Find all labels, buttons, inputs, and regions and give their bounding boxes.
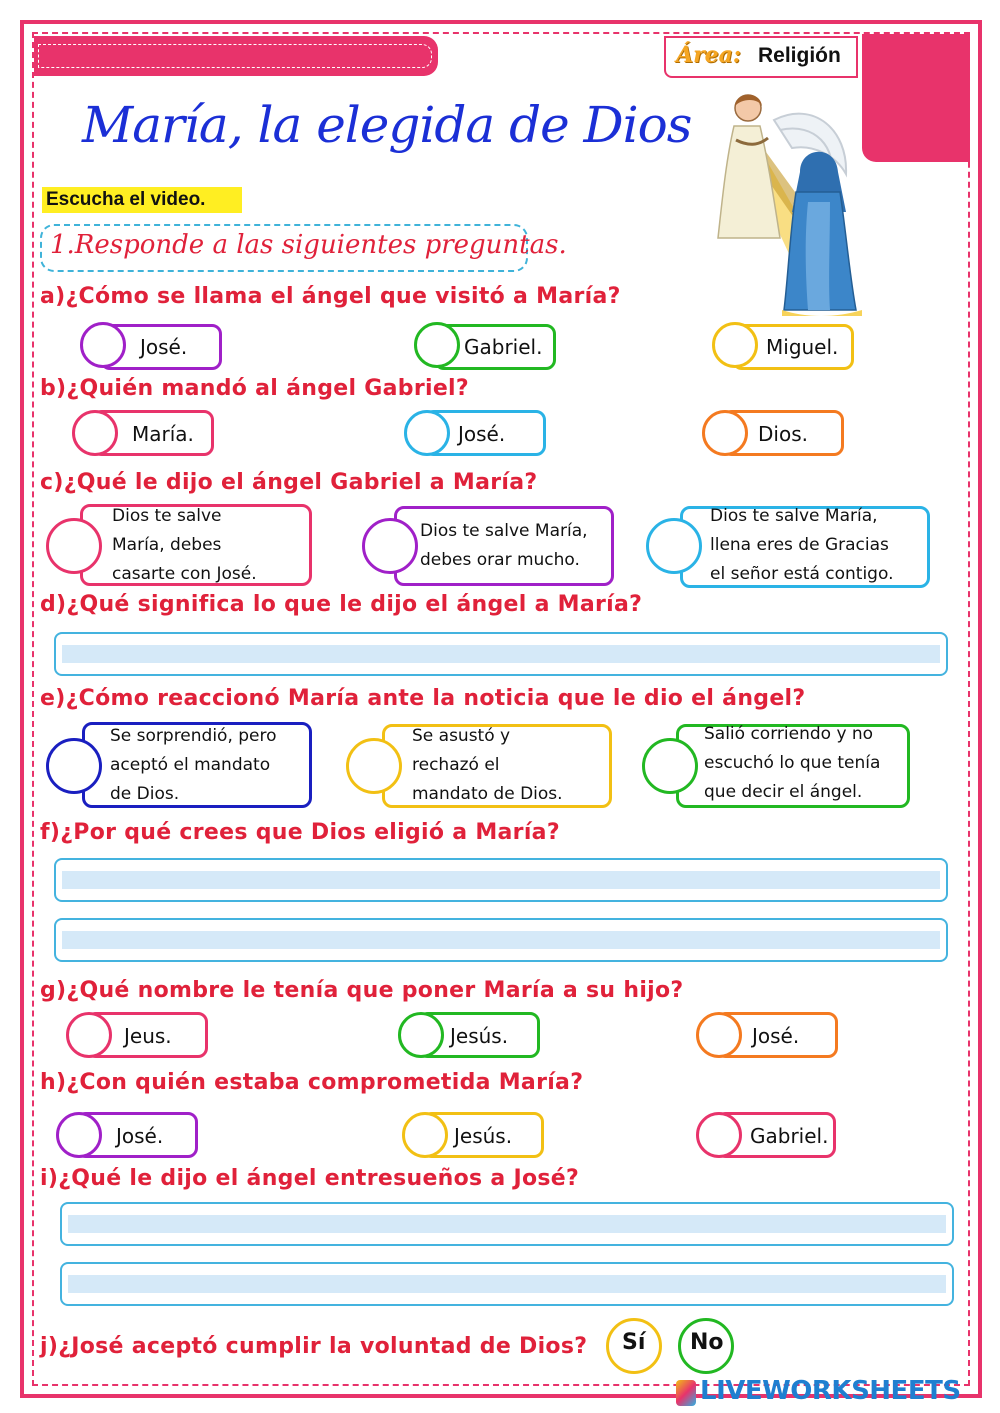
option-h-1-text: José.	[116, 1124, 164, 1148]
answer-field-i-1[interactable]	[60, 1202, 954, 1246]
option-e-1-text	[110, 722, 277, 809]
option-h-3-circle[interactable]	[696, 1112, 742, 1158]
option-j-yes-text: Sí	[622, 1330, 646, 1355]
option-c-3-line-1: Dios te salve María,	[710, 506, 878, 526]
option-c-2-text	[420, 517, 588, 575]
answer-field-i-2-stripe	[68, 1275, 946, 1293]
option-c-1-line-2: María, debes	[112, 535, 222, 555]
instruction-label: Escucha el video.	[42, 187, 242, 213]
option-h-2-circle[interactable]	[402, 1112, 448, 1158]
answer-field-f-2-stripe	[62, 931, 940, 949]
option-b-3-text: Dios.	[758, 422, 808, 446]
option-c-2-circle[interactable]	[362, 518, 418, 574]
option-h-3-text: Gabriel.	[750, 1124, 829, 1148]
option-b-2-circle[interactable]	[404, 410, 450, 456]
option-c-1-line-1: Dios te salve	[112, 506, 222, 526]
option-g-3-text: José.	[752, 1024, 800, 1048]
option-h-1-circle[interactable]	[56, 1112, 102, 1158]
option-e-1-line-3: de Dios.	[110, 784, 180, 804]
option-e-2-line-3: mandato de Dios.	[412, 784, 563, 804]
option-e-2-text	[412, 722, 588, 809]
option-a-2-circle[interactable]	[414, 322, 460, 368]
option-a-3-text: Miguel.	[766, 335, 839, 359]
option-c-2-line-1: Dios te salve María,	[420, 521, 588, 541]
answer-field-i-2[interactable]	[60, 1262, 954, 1306]
question-b: b)¿Quién mandó al ángel Gabriel?	[40, 376, 469, 401]
option-e-2-circle[interactable]	[346, 738, 402, 794]
answer-field-f-1[interactable]	[54, 858, 948, 902]
option-c-3-line-3: el señor está contigo.	[710, 564, 894, 584]
section-title: 1.Responde a las siguientes preguntas.	[50, 230, 567, 260]
answer-field-d-stripe	[62, 645, 940, 663]
option-g-2-circle[interactable]	[398, 1012, 444, 1058]
question-c: c)¿Qué le dijo el ángel Gabriel a María?	[40, 470, 538, 495]
area-label: Área:	[676, 42, 742, 68]
option-c-3-line-2: llena eres de Gracias	[710, 535, 889, 555]
option-g-1-circle[interactable]	[66, 1012, 112, 1058]
angel-and-mary-image	[696, 82, 878, 320]
option-c-2-line-2: debes orar mucho.	[420, 550, 580, 570]
option-e-3-line-2: escuchó lo que tenía	[704, 753, 881, 773]
option-c-3-circle[interactable]	[646, 518, 702, 574]
answer-field-f-1-stripe	[62, 871, 940, 889]
option-a-1-text: José.	[140, 335, 188, 359]
option-e-1-line-1: Se sorprendió, pero	[110, 726, 277, 746]
option-c-1-line-3: casarte con José.	[112, 564, 257, 584]
option-c-1-circle[interactable]	[46, 518, 102, 574]
answer-field-i-1-stripe	[68, 1215, 946, 1233]
option-a-2-text: Gabriel.	[464, 335, 543, 359]
option-c-3-text	[710, 502, 893, 589]
corner-decoration	[862, 34, 970, 162]
option-h-2-text: Jesús.	[454, 1124, 513, 1148]
liveworksheets-logo-icon	[676, 1380, 696, 1406]
question-a: a)¿Cómo se llama el ángel que visitó a María?	[40, 284, 621, 309]
question-f: f)¿Por qué crees que Dios eligió a María?	[40, 820, 560, 845]
option-g-3-circle[interactable]	[696, 1012, 742, 1058]
question-h: h)¿Con quién estaba comprometida María?	[40, 1070, 584, 1095]
option-e-1-circle[interactable]	[46, 738, 102, 794]
option-a-1-circle[interactable]	[80, 322, 126, 368]
option-e-3-line-1: Salió corriendo y no	[704, 724, 874, 744]
option-e-3-line-3: que decir el ángel.	[704, 782, 863, 802]
option-b-2-text: José.	[458, 422, 506, 446]
question-j: j)¿José aceptó cumplir la voluntad de Dios?	[40, 1334, 588, 1359]
option-j-no-text: No	[690, 1330, 724, 1355]
page-title: María, la elegida de Dios	[82, 96, 692, 154]
area-value: Religión	[758, 44, 841, 67]
option-g-1-text: Jeus.	[124, 1024, 172, 1048]
option-e-3-circle[interactable]	[642, 738, 698, 794]
answer-field-f-2[interactable]	[54, 918, 948, 962]
option-b-3-circle[interactable]	[702, 410, 748, 456]
question-d: d)¿Qué significa lo que le dijo el ángel a María?	[40, 592, 643, 617]
option-a-3-circle[interactable]	[712, 322, 758, 368]
option-e-2-line-1: Se asustó y	[412, 726, 511, 746]
question-g: g)¿Qué nombre le tenía que poner María a su hijo?	[40, 978, 684, 1003]
option-g-2-text: Jesús.	[450, 1024, 509, 1048]
option-e-1-line-2: aceptó el mandato	[110, 755, 271, 775]
option-e-2-line-2: rechazó el	[412, 755, 500, 775]
question-e: e)¿Cómo reaccionó María ante la noticia que le dio el ángel?	[40, 686, 806, 711]
header-ribbon-stitch	[38, 44, 432, 68]
option-c-1-text	[112, 502, 298, 589]
option-e-3-text	[704, 720, 880, 807]
question-i: i)¿Qué le dijo el ángel entresueños a José?	[40, 1166, 580, 1191]
option-b-1-circle[interactable]	[72, 410, 118, 456]
liveworksheets-brand: LIVEWORKSHEETS	[700, 1376, 961, 1406]
option-b-1-text: María.	[132, 422, 194, 446]
answer-field-d[interactable]	[54, 632, 948, 676]
